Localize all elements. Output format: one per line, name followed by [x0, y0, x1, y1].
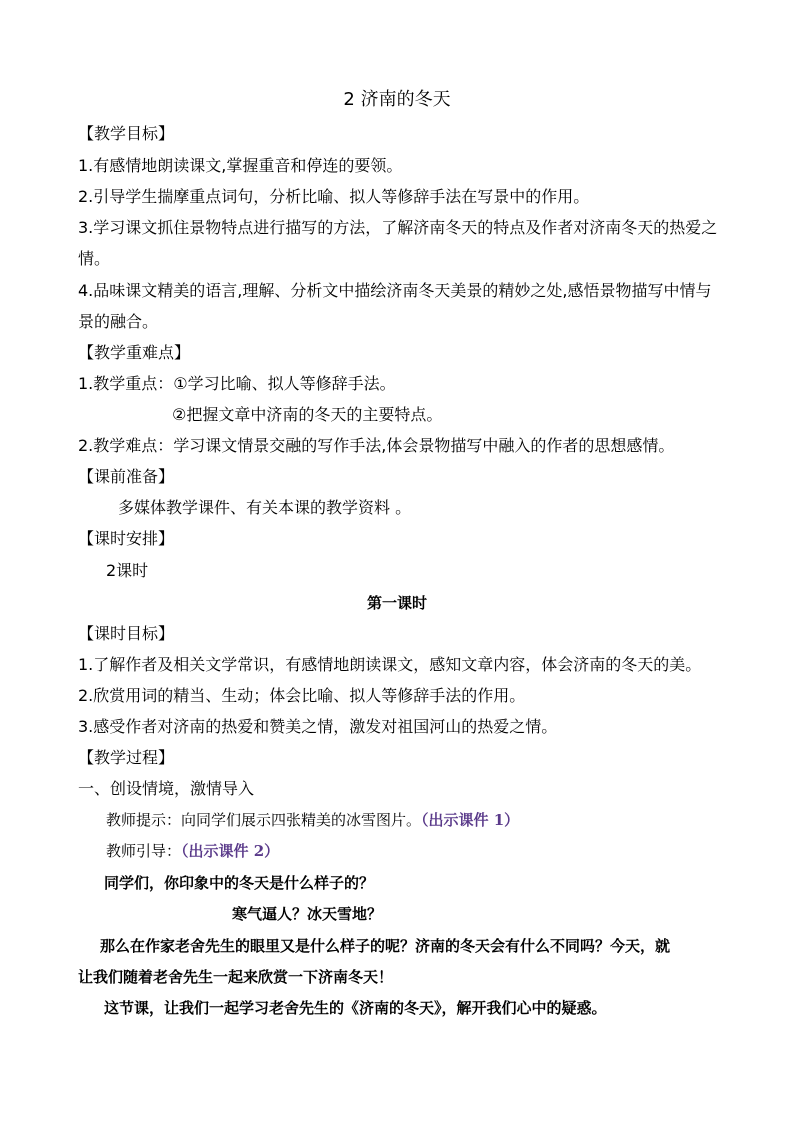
goal-item: 1.有感情地朗读课文,掌握重音和停连的要领。 — [78, 156, 403, 175]
section-heading-goals: 【教学目标】 — [78, 124, 175, 143]
prep-text: 多媒体教学课件、有关本课的教学资料 。 — [118, 498, 412, 517]
process-step-heading: 一、创设情境，激情导入 — [78, 779, 255, 798]
section-heading-key-points: 【教学重难点】 — [78, 343, 191, 362]
lesson-goal-item: 1.了解作者及相关文学常识，有感情地朗读课文，感知文章内容，体会济南的冬天的美。 — [78, 655, 702, 674]
courseware-ref: （出示课件 2） — [181, 842, 280, 860]
courseware-ref: （出示课件 1） — [421, 811, 520, 829]
paragraph-line: 这节课，让我们一起学习老舍先生的《济南的冬天》，解开我们心中的疑惑。 — [104, 999, 607, 1017]
goal-item: 3.学习课文抓住景物特点进行描写的方法，了解济南冬天的特点及作者对济南冬天的热爱之 — [78, 218, 718, 237]
section-heading-lesson-goals: 【课时目标】 — [78, 624, 175, 643]
goal-item: 4.品味课文精美的语言,理解、分析文中描绘济南冬天美景的精妙之处,感悟景物描写中情与 — [78, 281, 712, 300]
question-line: 寒气逼人？冰天雪地？ — [232, 905, 383, 923]
lesson-goal-item: 2.欣赏用词的精当、生动；体会比喻、拟人等修辞手法的作用。 — [78, 686, 526, 705]
teacher-tip-text: 教师提示：向同学们展示四张精美的冰雪图片。 — [106, 811, 422, 829]
lesson-goal-item: 3.感受作者对济南的热爱和赞美之情，激发对祖国河山的热爱之情。 — [78, 717, 558, 736]
key-point-sub: ②把握文章中济南的冬天的主要特点。 — [172, 405, 443, 424]
lesson-title: 第一课时 — [366, 594, 427, 612]
goal-item-continued: 情。 — [78, 249, 111, 268]
key-point: 1.教学重点：①学习比喻、拟人等修辞手法。 — [78, 374, 396, 393]
section-heading-process: 【教学过程】 — [78, 748, 175, 767]
section-heading-schedule: 【课时安排】 — [78, 529, 175, 548]
teacher-guide-text: 教师引导： — [106, 842, 182, 860]
goal-item-continued: 景的融合。 — [78, 312, 159, 331]
goal-item: 2.引导学生揣摩重点词句，分析比喻、拟人等修辞手法在写景中的作用。 — [78, 187, 590, 206]
key-point: 2.教学难点：学习课文情景交融的写作手法,体会景物描写中融入的作者的思想感情。 — [78, 436, 675, 455]
page-title: 2 济南的冬天 — [343, 89, 451, 110]
teacher-tip — [106, 810, 519, 830]
paragraph-line: 那么在作家老舍先生的眼里又是什么样子的呢？济南的冬天会有什么不同吗？今天，就 — [100, 937, 671, 955]
paragraph-line-continued: 让我们随着老舍先生一起来欣赏一下济南冬天！ — [78, 968, 394, 986]
question-line: 同学们，你印象中的冬天是什么样子的？ — [104, 874, 375, 892]
teacher-guide — [106, 841, 279, 861]
schedule-text: 2课时 — [106, 561, 149, 580]
section-heading-prep: 【课前准备】 — [78, 467, 175, 486]
